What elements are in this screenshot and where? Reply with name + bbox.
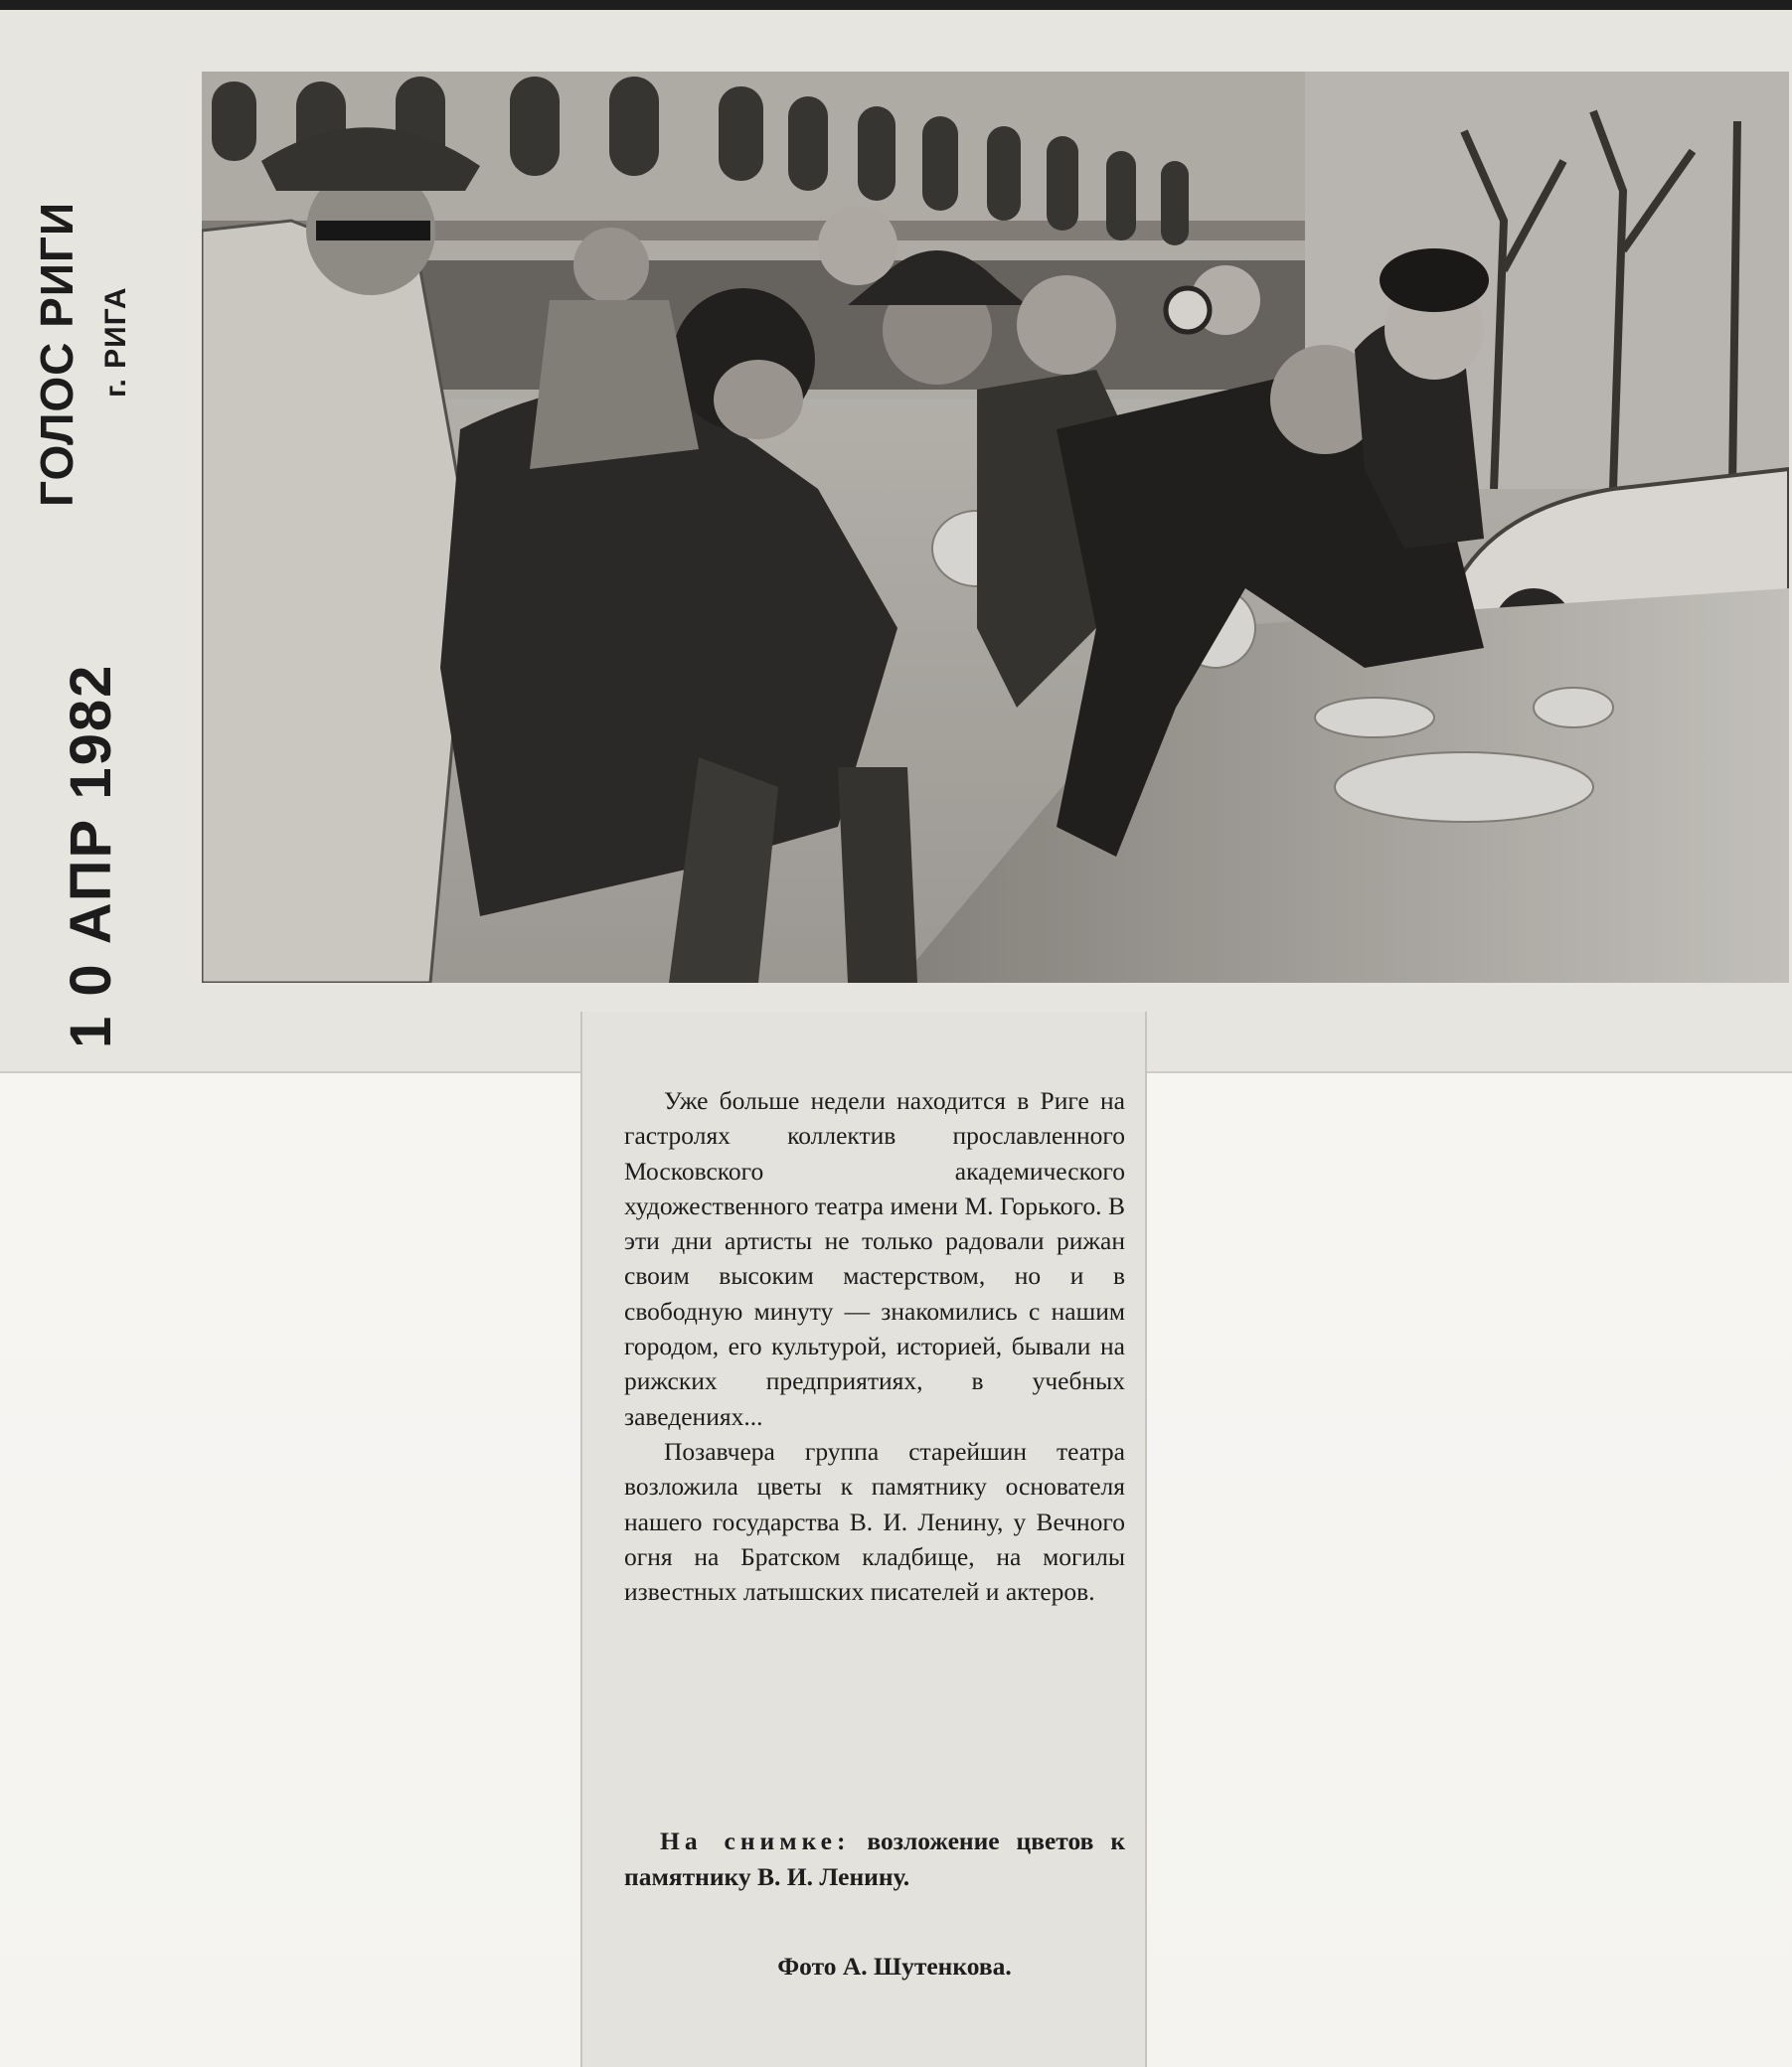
date-stamp: 1 0 АПР 1982 [59, 663, 123, 1048]
photo-credit: Фото А. Шутенкова. [777, 1952, 1012, 1981]
caption-paragraph-2: Позавчера группа старейшин театра возложила цветы к памятнику основателя нашего государства В. И. Ленину, у Вечного огня на Братском кладбище, на могилы известных латышских писателей и актеров. [624, 1436, 1125, 1607]
newspaper-name-stamp: ГОЛОС РИГИ [31, 201, 82, 507]
news-photograph [202, 72, 1789, 983]
caption-body [624, 1083, 1125, 1609]
photo-note-text: возложение цветов к памятнику В. И. Ленину. [624, 1827, 1126, 1891]
city-stamp: г. РИГА [99, 286, 132, 398]
photograph-illustration [202, 72, 1789, 983]
photo-note-label: На снимке: [660, 1827, 851, 1855]
clipping-top-edge [0, 0, 1792, 10]
photo-note [624, 1824, 1125, 1894]
caption-paragraph-1: Уже больше недели находится в Риге на гастролях коллектив прославленного Московского академического художественного театра имени М. Горького. В эти дни артисты не только радовали рижан своим высоким мастерством, но и в свободную минуту — знакомились с нашим городом, его культурой, историей, бывали на рижских предприятиях, в учебных заведениях... [624, 1086, 1125, 1431]
